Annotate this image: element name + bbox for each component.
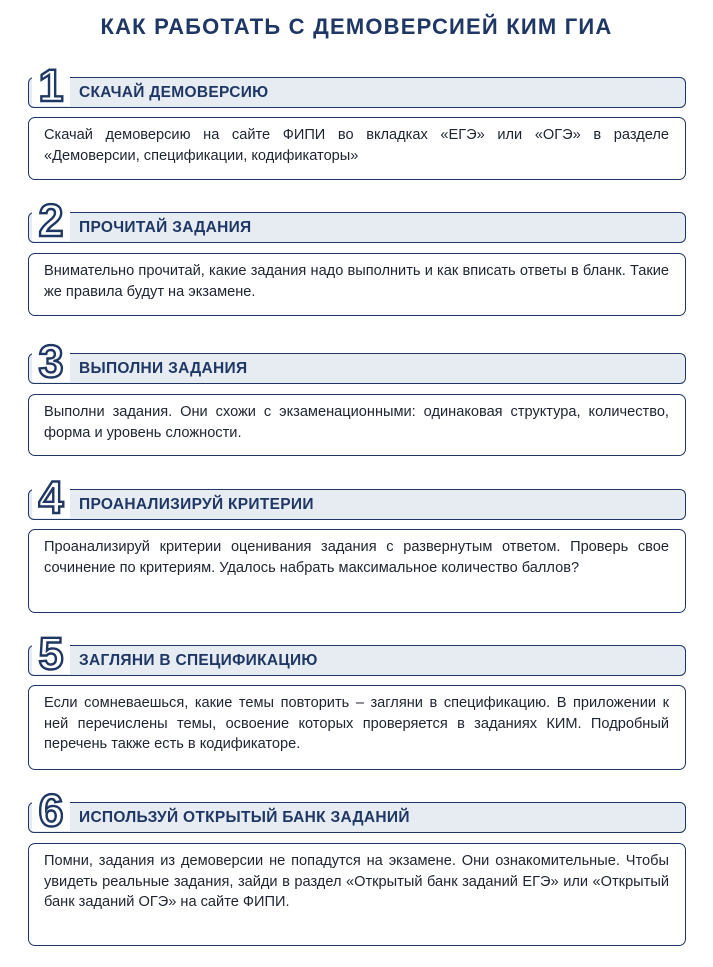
step-3-heading: ВЫПОЛНИ ЗАДАНИЯ (79, 360, 248, 377)
step-2-text: Внимательно прочитай, какие задания надо выполнить и как вписать ответы в бланк. Такие же правила будут на экзамене. (44, 263, 669, 300)
step-3-text: Выполни задания. Они схожи с экзаменационными: одинаковая структура, количество, форма и уровень сложности. (44, 404, 669, 441)
step-2-header (28, 212, 686, 243)
svg-text:5: 5 (38, 630, 64, 674)
step-4-header (28, 489, 686, 520)
step-2-body (28, 253, 686, 316)
step-3-number-icon (32, 338, 70, 382)
step-2-heading: ПРОЧИТАЙ ЗАДАНИЯ (79, 219, 252, 236)
svg-text:4: 4 (38, 474, 64, 518)
step-4-body (28, 529, 686, 613)
svg-text:3: 3 (38, 338, 64, 382)
step-6-body (28, 843, 686, 946)
step-5-header (28, 645, 686, 676)
step-6-text: Помни, задания из демоверсии не попадутся на экзамене. Они ознакомительные. Чтобы увидеть реальные задания, зайди в раздел «Открытый банк заданий ЕГЭ» или «Открытый банк заданий ОГЭ» на сайте ФИПИ. (44, 853, 669, 910)
step-3-header (28, 353, 686, 384)
step-6-number-icon (32, 787, 70, 831)
step-5-heading: ЗАГЛЯНИ В СПЕЦИФИКАЦИЮ (79, 652, 318, 669)
step-5-text: Если сомневаешься, какие темы повторить – загляни в спецификацию. В приложении к ней перечислены темы, освоение которых проверяется в заданиях КИМ. Подробный перечень также есть в кодификаторе. (44, 695, 669, 752)
step-1-text: Скачай демоверсию на сайте ФИПИ во вкладках «ЕГЭ» или «ОГЭ» в разделе «Демоверсии, спецификации, кодификаторы» (44, 127, 669, 164)
step-1-header (28, 77, 686, 108)
step-5-number-icon (32, 630, 70, 674)
page-title: КАК РАБОТАТЬ С ДЕМОВЕРСИЕЙ КИМ ГИА (100, 14, 613, 39)
step-4-number-icon (32, 474, 70, 518)
svg-text:2: 2 (38, 197, 64, 241)
step-1-heading: СКАЧАЙ ДЕМОВЕРСИЮ (79, 84, 269, 101)
step-3-body (28, 394, 686, 456)
svg-text:6: 6 (38, 787, 64, 831)
step-4-text: Проанализируй критерии оценивания задания с развернутым ответом. Проверь свое сочинение по критериям. Удалось набрать максимальное количество баллов? (44, 539, 669, 576)
step-5-body (28, 685, 686, 770)
step-4-heading: ПРОАНАЛИЗИРУЙ КРИТЕРИИ (79, 496, 314, 513)
step-6-heading: ИСПОЛЬЗУЙ ОТКРЫТЫЙ БАНК ЗАДАНИЙ (79, 809, 410, 826)
step-6-header (28, 802, 686, 833)
step-1-body (28, 117, 686, 180)
step-1-number-icon (32, 62, 70, 106)
svg-text:1: 1 (38, 62, 64, 106)
step-2-number-icon (32, 197, 70, 241)
